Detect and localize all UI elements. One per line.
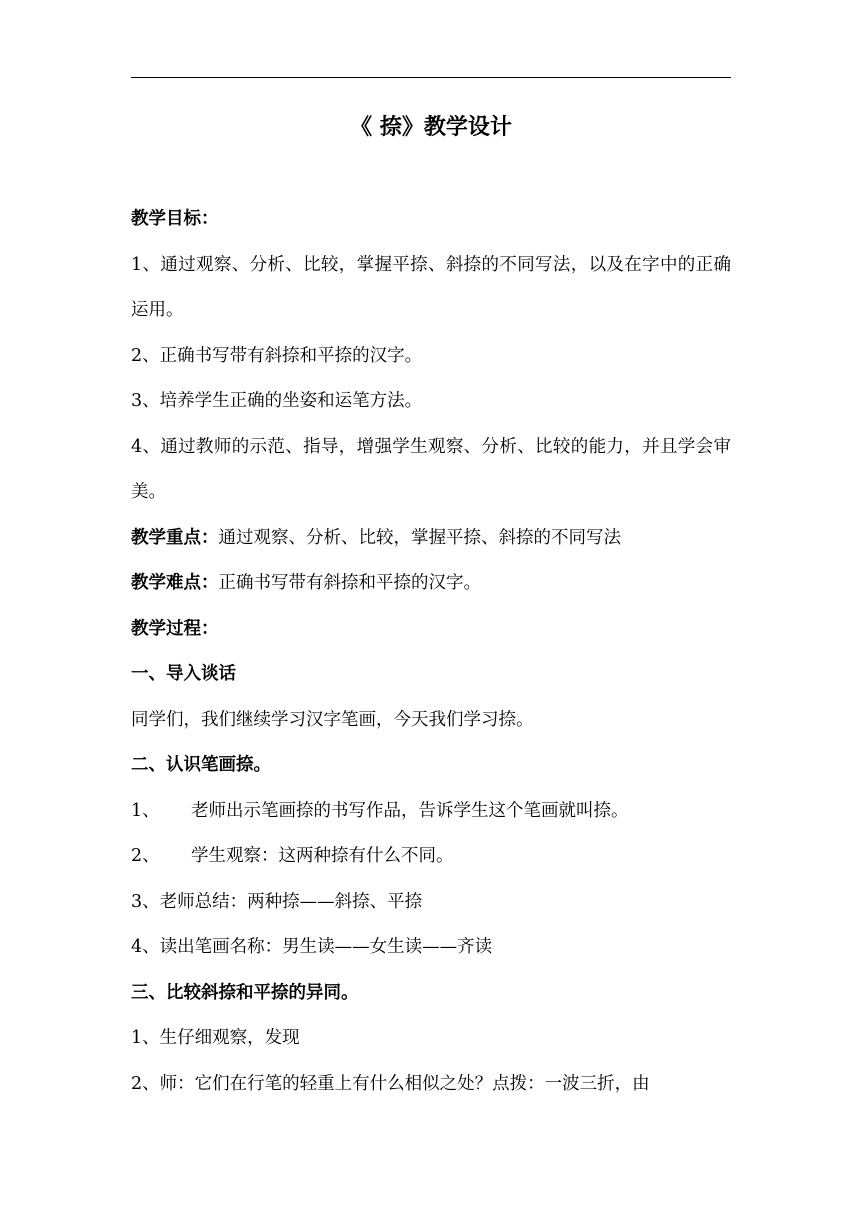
difficulty-text: 正确书写带有斜捺和平捺的汉字。 [218, 573, 481, 593]
list-item-text: 学生观察：这两种捺有什么不同。 [191, 846, 454, 866]
document-page [131, 0, 731, 1216]
section-heading: 二、认识笔画捺。 [131, 755, 271, 775]
section-heading: 三、比较斜捺和平捺的异同。 [131, 982, 359, 1003]
list-item-number: 1、 [131, 800, 160, 821]
process-heading: 教学过程： [131, 618, 219, 639]
difficulty-label: 教学难点： [131, 573, 219, 593]
objective-item: 4、通过教师的示范、指导，增强学生观察、分析、比较的能力，并且学会审美。 [131, 436, 731, 502]
list-item [131, 789, 731, 835]
key-point-label: 教学重点： [131, 527, 219, 548]
list-item-text: 老师出示笔画捺的书写作品，告诉学生这个笔画就叫捺。 [191, 800, 629, 821]
difficulty [131, 561, 731, 607]
list-item: 1、生仔细观察，发现 [131, 1028, 300, 1048]
header-rule [131, 77, 731, 78]
section-heading: 一、导入谈话 [131, 664, 236, 684]
list-item [131, 834, 731, 880]
objective-item: 1、通过观察、分析、比较，掌握平捺、斜捺的不同写法，以及在字中的正确运用。 [131, 254, 731, 320]
list-item: 4、读出笔画名称：男生读——女生读——齐读 [131, 937, 493, 957]
key-point [131, 516, 731, 562]
objective-item: 2、正确书写带有斜捺和平捺的汉字。 [131, 345, 423, 366]
section-text: 同学们，我们继续学习汉字笔画，今天我们学习捺。 [131, 709, 534, 730]
document-body [131, 197, 731, 1107]
key-point-text: 通过观察、分析、比较，掌握平捺、斜捺的不同写法 [218, 527, 621, 548]
document-title: 《 捺》教学设计 [350, 115, 512, 140]
objective-item: 3、培养学生正确的坐姿和运笔方法。 [131, 391, 423, 411]
list-item: 3、老师总结：两种捺——斜捺、平捺 [131, 891, 423, 912]
list-item-number: 2、 [131, 846, 160, 866]
objectives-heading: 教学目标： [131, 209, 219, 229]
list-item: 2、师：它们在行笔的轻重上有什么相似之处？点拨：一波三折，由 [131, 1073, 650, 1094]
